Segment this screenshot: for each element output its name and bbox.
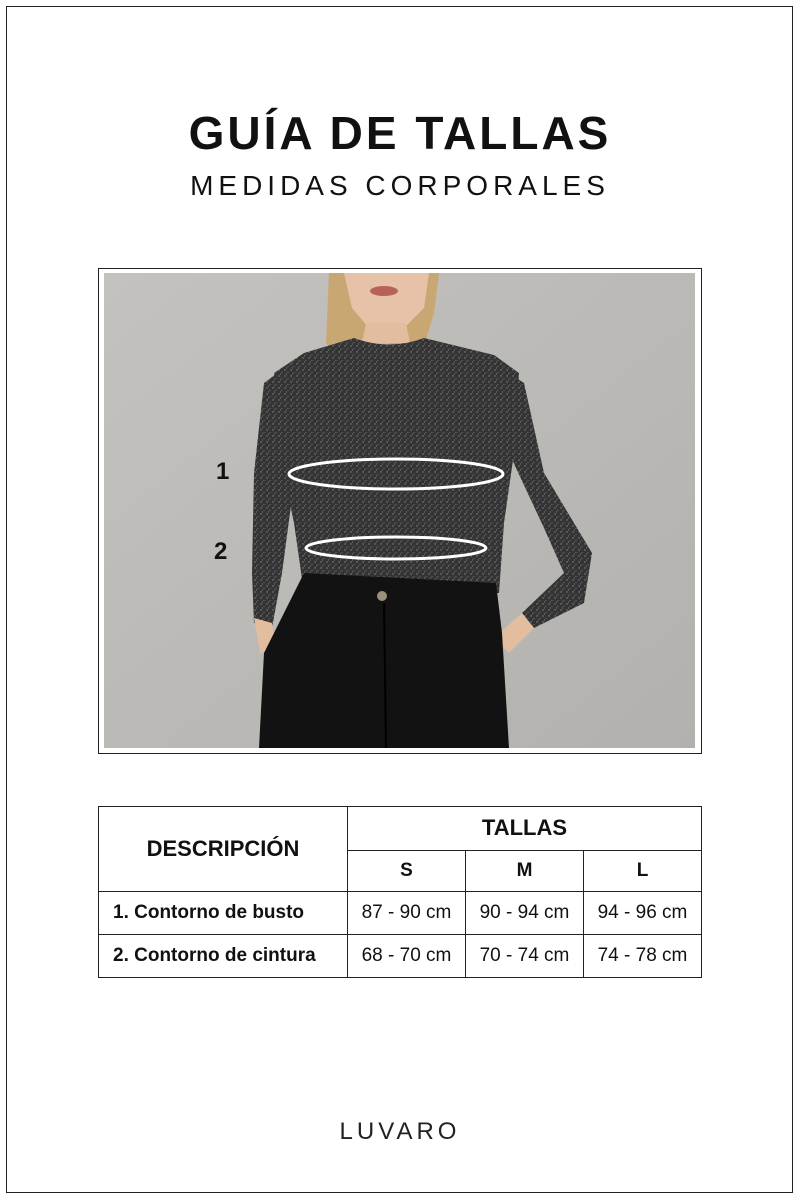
neck [362, 323, 410, 343]
size-header-m: M [466, 850, 584, 892]
page-title: GUÍA DE TALLAS [188, 107, 612, 159]
row-label-waist: 2. Contorno de cintura [99, 935, 348, 978]
row-label-bust: 1. Contorno de busto [99, 892, 348, 935]
size-table [98, 806, 702, 978]
model-photo [104, 273, 695, 748]
lips [370, 286, 398, 296]
table-cell: 94 - 96 cm [584, 892, 702, 935]
table-row [99, 935, 702, 978]
model-illustration [104, 273, 695, 748]
bust-marker-number: 1 [216, 458, 230, 485]
model-photo-frame [98, 268, 702, 754]
size-header-s: S [348, 850, 466, 892]
table-cell: 74 - 78 cm [584, 935, 702, 978]
pants-button [377, 591, 387, 601]
page-subtitle: MEDIDAS CORPORALES [190, 170, 610, 201]
table-cell: 90 - 94 cm [466, 892, 584, 935]
description-header: DESCRIPCIÓN [99, 807, 348, 892]
table-row [99, 892, 702, 935]
table-cell: 87 - 90 cm [348, 892, 466, 935]
table-cell: 68 - 70 cm [348, 935, 466, 978]
sizes-header: TALLAS [348, 807, 702, 851]
table-cell: 70 - 74 cm [466, 935, 584, 978]
brand-logo: LUVARO [339, 1118, 461, 1145]
waist-marker-number: 2 [214, 538, 228, 565]
size-header-l: L [584, 850, 702, 892]
